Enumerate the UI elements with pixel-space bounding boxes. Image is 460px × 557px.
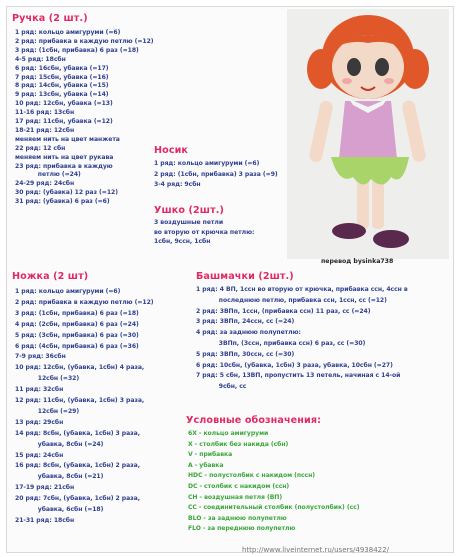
nozhka-line: убавка, 8сбн (=21) xyxy=(15,473,104,481)
ruchka-line: 23 ряд: прибавка в каждую xyxy=(15,162,113,170)
watermark-url: http://www.liveinternet.ru/users/4938422/ xyxy=(242,546,389,554)
nozhka-line: убавка, 8сбн (=24) xyxy=(15,440,104,448)
legend-line: А - убавка xyxy=(188,461,224,469)
section-title-bashmachki: Башмачки (2шт.) xyxy=(196,271,294,282)
ruchka-line: 6 ряд: 16сбн, убавка (=17) xyxy=(15,64,109,72)
ruchka-line: 10 ряд: 12сбн, убавка (=13) xyxy=(15,100,113,108)
doll-pigtail-left xyxy=(307,49,335,89)
bashmachki-line: 3ВПп, (3ссн, прибавка ссн) 6 раз, сс (=30) xyxy=(196,340,366,347)
doll-illustration xyxy=(287,9,449,259)
legend-line: CH - воздушная петля (ВП) xyxy=(188,493,283,501)
ruchka-line: 22 ряд: 12 сбн xyxy=(15,144,66,152)
nozhka-line: 4 ряд: (2сбн, прибавка) 6 раз (=24) xyxy=(15,320,139,328)
bashmachki-line: 9сбн, сс xyxy=(196,383,247,391)
legend-line: CC - соединительный столбик (полустолбик) (сс) xyxy=(188,504,360,512)
ruchka-line: 3 ряд: (1сбн, прибавка) 6 раз (=18) xyxy=(15,46,139,54)
nozhka-line: 13 ряд: 29сбн xyxy=(15,418,64,426)
nosik-line: 3-4 ряд: 9сбн xyxy=(154,181,201,188)
ruchka-line: 17 ряд: 11сбн, убавка (=12) xyxy=(15,118,113,125)
legend-title: Условные обозначения: xyxy=(186,415,322,426)
ruchka-line: петлю (=24) xyxy=(15,171,81,179)
doll-eye-left xyxy=(347,58,361,76)
nozhka-line: 2 ряд: прибавка в каждую петлю (=12) xyxy=(15,298,154,306)
section-title-ruchka: Ручка (2 шт.) xyxy=(12,13,88,24)
legend-line: Х - столбик без накида (сбн) xyxy=(188,440,289,448)
nozhka-line: 7-9 ряд: 36сбн xyxy=(15,353,66,361)
nozhka-line: убавка, 6сбн (=18) xyxy=(15,506,104,513)
section-title-ushko: Ушко (2шт.) xyxy=(154,205,224,216)
ruchka-line: меняем нить на цвет рукава xyxy=(15,153,114,161)
nozhka-line: 21-31 ряд: 18сбн xyxy=(15,516,75,524)
doll-leg-right xyxy=(372,177,384,229)
doll-cheek-left xyxy=(342,78,352,84)
doll-photo xyxy=(287,9,449,259)
bashmachki-line: 7 ряд: 5 сбн, 13ВП, пропустить 13 петель, начиная с 14-ой xyxy=(196,372,401,380)
ruchka-line: меняем нить на цвет манжета xyxy=(15,135,120,143)
photo-caption: перевод bysinka738 xyxy=(321,258,394,265)
nozhka-line: 12 ряд: 11сбн, (убавка, 1сбн) 3 раза, xyxy=(15,397,145,404)
nozhka-line: 16 ряд: 8сбн, (убавка, 1сбн) 2 раза, xyxy=(15,462,141,470)
nozhka-line: 1 ряд: кольцо амигуруми (=6) xyxy=(15,288,121,295)
nozhka-line: 12сбн (=29) xyxy=(15,407,80,415)
nozhka-line: 6 ряд: (4сбн, прибавка) 6 раз (=36) xyxy=(15,342,139,350)
section-title-nosik: Носик xyxy=(154,145,189,156)
doll-eye-right xyxy=(375,58,389,76)
bashmachki-line: 6 ряд: 10сбн, (убавка, 1сбн) 3 раза, убавка, 10сбн (=27) xyxy=(196,361,393,369)
ruchka-line: 31 ряд: (убавка) 6 раз (=6) xyxy=(15,198,110,206)
nozhka-line: 10 ряд: 12сбн, (убавка, 1сбн) 4 раза, xyxy=(15,364,145,372)
bashmachki-line: 4 ряд: за заднюю полупетлю: xyxy=(196,329,301,337)
ushko-line: во вторую от крючка петлю: xyxy=(154,228,255,236)
ruchka-line: 8 ряд: 14сбн, убавка (=15) xyxy=(15,82,109,90)
bashmachki-line: 5 ряд: 3ВПп, 30ссн, сс (=30) xyxy=(196,350,295,358)
nozhka-line: 11 ряд: 32сбн xyxy=(15,386,64,394)
doll-cheek-right xyxy=(384,78,394,84)
ushko-line: 1сбн, 9ссн, 1сбн xyxy=(154,238,211,245)
ruchka-line: 11-16 ряд: 13сбн xyxy=(15,109,75,117)
bashmachki-line: последнюю петлю, прибавка ссн, 1ссн, сс (=12) xyxy=(196,296,387,304)
legend-line: BLO - за заднюю полупетлю xyxy=(188,514,287,522)
legend-line: FLO - за переднюю полупетлю xyxy=(188,525,296,533)
ushko-line: 3 воздушные петли xyxy=(154,219,224,226)
doll-shoe-right xyxy=(373,230,409,248)
nosik-line: 1 ряд: кольцо амигуруми (=6) xyxy=(154,160,260,167)
nozhka-line: 5 ряд: (3сбн, прибавка) 6 раз (=30) xyxy=(15,331,139,339)
nosik-line: 2 ряд: (1сбн, прибавка) 3 раза (=9) xyxy=(154,170,278,178)
section-title-nozhka: Ножка (2 шт) xyxy=(12,271,89,282)
ruchka-line: 1 ряд: кольцо амигуруми (=6) xyxy=(15,29,121,36)
doll-pigtail-right xyxy=(401,49,429,89)
ruchka-line: 4-5 ряд: 18сбн xyxy=(15,55,66,63)
nozhka-line: 17-19 ряд: 21сбн xyxy=(15,484,75,492)
bashmachki-line: 3 ряд: 3ВПп, 24ссн, сс (=24) xyxy=(196,318,295,326)
nozhka-line: 20 ряд: 7сбн, (убавка, 1сбн) 2 раза, xyxy=(15,495,141,503)
nozhka-line: 15 ряд: 24сбн xyxy=(15,451,64,459)
legend-line: DC - столбик с накидом (ссн) xyxy=(188,483,290,490)
ruchka-line: 7 ряд: 15сбн, убавка (=16) xyxy=(15,73,109,81)
ruchka-line: 18-21 ряд: 12сбн xyxy=(15,126,75,134)
doll-leg-left xyxy=(357,177,369,229)
legend-line: HDC - полустолбик с накидом (пссн) xyxy=(188,472,315,480)
bashmachki-line: 2 ряд: 3ВПп, 1ссн, (прибавка ссн) 11 раз, сс (=24) xyxy=(196,307,371,315)
ruchka-line: 2 ряд: прибавка в каждую петлю (=12) xyxy=(15,37,154,45)
bashmachki-line: 1 ряд: 4 ВП, 1ссн во вторую от крючка, прибавка ссн, 4ссн в xyxy=(196,286,408,293)
legend-line: 6Х - кольцо амигуруми xyxy=(188,430,269,437)
nozhka-line: 3 ряд: (1сбн, прибавка) 6 раз (=18) xyxy=(15,309,139,317)
legend-line: V - прибавка xyxy=(188,451,233,459)
ruchka-line: 24-29 ряд: 24сбн xyxy=(15,180,75,188)
ruchka-line: 9 ряд: 13сбн, убавка (=14) xyxy=(15,91,109,99)
nozhka-line: 12сбн (=32) xyxy=(15,375,80,383)
nozhka-line: 14 ряд: 8сбн, (убавка, 1сбн) 3 раза, xyxy=(15,429,141,437)
ruchka-line: 30 ряд: (убавка) 12 раз (=12) xyxy=(15,189,118,197)
doll-shoe-left xyxy=(332,223,366,239)
